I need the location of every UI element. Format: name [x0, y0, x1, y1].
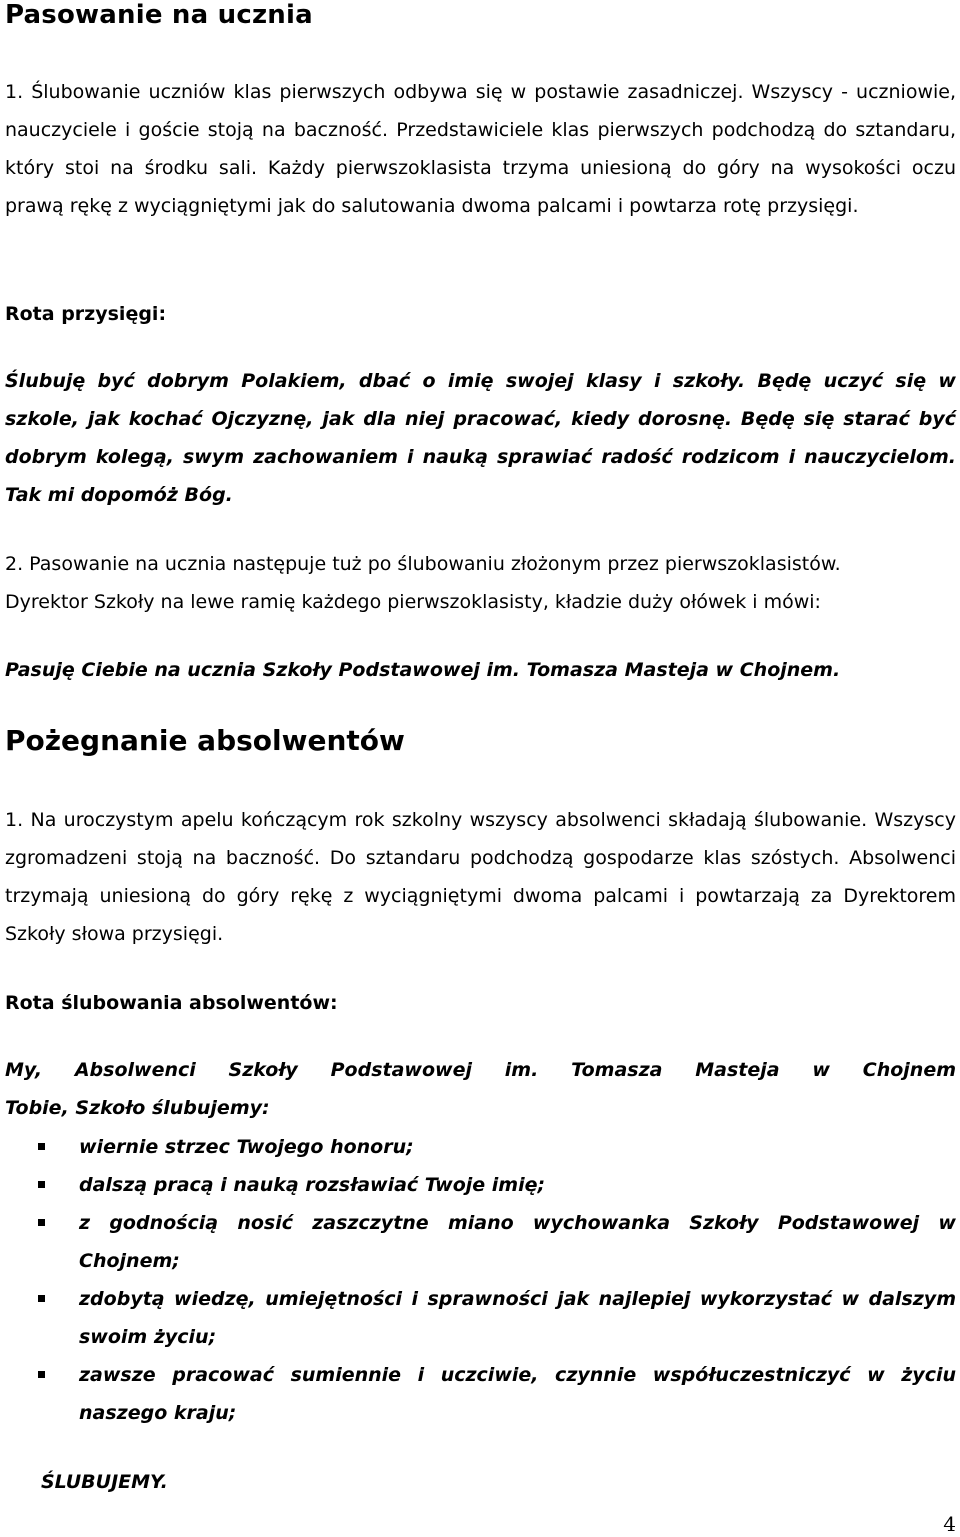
square-bullet-icon	[38, 1371, 45, 1378]
section1-oath-text: Ślubuję być dobrym Polakiem, dbać o imię swojej klasy i szkoły. Będę uczyć się w szkole, jak kochać Ojczyznę, jak dla niej pracować, kiedy dorosnę. Będę się starać być dobrym kolegą, swym zachowaniem i nauką sprawiać radość rodzicom i nauczycielom. Tak mi dopomóż Bóg.	[5, 370, 956, 506]
vows-list	[5, 1128, 956, 1432]
vow-text: zdobytą wiedzę, umiejętności i sprawności jak najlepiej wykorzystać w dalszym swoim życiu;	[79, 1288, 956, 1348]
vow-item	[5, 1280, 956, 1356]
vow-text: dalszą pracą i nauką rozsławiać Twoje imię;	[79, 1174, 546, 1196]
vow-item	[5, 1128, 956, 1166]
square-bullet-icon	[38, 1181, 45, 1188]
vow-text: z godnością nosić zaszczytne miano wychowanka Szkoły Podstawowej w Chojnem;	[79, 1212, 956, 1272]
section1-paragraph-2-line-1: 2. Pasowanie na ucznia następuje tuż po ślubowaniu złożonym przez pierwszoklasistów.	[5, 553, 841, 575]
section1-pasowanie-formula: Pasuję Ciebie na ucznia Szkoły Podstawowej im. Tomasza Masteja w Chojnem.	[5, 659, 841, 681]
square-bullet-icon	[38, 1143, 45, 1150]
vow-item	[5, 1166, 956, 1204]
page-number: 4	[943, 1512, 956, 1536]
closing-oath-word: ŚLUBUJEMY.	[41, 1471, 168, 1493]
section2-heading: Pożegnanie absolwentów	[5, 724, 405, 757]
square-bullet-icon	[38, 1219, 45, 1226]
vow-text: zawsze pracować sumiennie i uczciwie, czynnie współuczestniczyć w życiu naszego kraju;	[79, 1364, 956, 1424]
vow-item	[5, 1204, 956, 1280]
square-bullet-icon	[38, 1295, 45, 1302]
section2-oath-heading: Rota ślubowania absolwentów:	[5, 992, 338, 1014]
section2-paragraph-1: 1. Na uroczystym apelu kończącym rok szkolny wszyscy absolwenci składają ślubowanie. Wszyscy zgromadzeni stoją na baczność. Do sztandaru podchodzą gospodarze klas szóstych. Absolwenci trzymają uniesioną do góry rękę z wyciągniętymi dwoma palcami i powtarzają za Dyrektorem Szkoły słowa przysięgi.	[5, 809, 956, 945]
section1-oath-heading: Rota przysięgi:	[5, 303, 167, 325]
vow-item	[5, 1356, 956, 1432]
section2-oath-intro-line-1: My, Absolwenci Szkoły Podstawowej im. Tomasza Masteja w Chojnem	[5, 1059, 956, 1081]
section2-oath-intro-line-2: Tobie, Szkoło ślubujemy:	[5, 1097, 270, 1119]
vow-text: wiernie strzec Twojego honoru;	[79, 1136, 414, 1158]
page-title: Pasowanie na ucznia	[5, 0, 313, 30]
section1-paragraph-2-line-2: Dyrektor Szkoły na lewe ramię każdego pierwszoklasisty, kładzie duży ołówek i mówi:	[5, 591, 821, 613]
section1-paragraph-1: 1. Ślubowanie uczniów klas pierwszych odbywa się w postawie zasadniczej. Wszyscy - uczniowie, nauczyciele i goście stoją na baczność. Przedstawiciele klas pierwszych podchodzą do sztandaru, który stoi na środku sali. Każdy pierwszoklasista trzyma uniesioną do góry na wysokości oczu prawą rękę z wyciągniętymi jak do salutowania dwoma palcami i powtarza rotę przysięgi.	[5, 81, 956, 217]
